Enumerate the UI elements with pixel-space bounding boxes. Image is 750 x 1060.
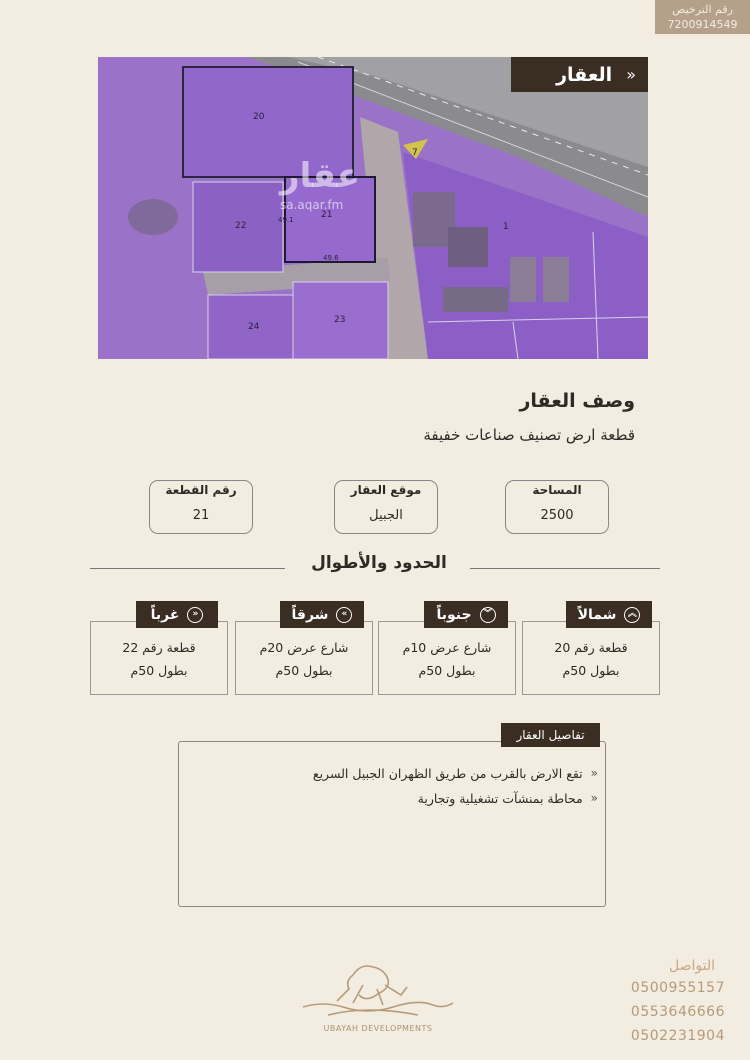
divider	[470, 568, 660, 569]
area-box	[505, 480, 609, 534]
area-value: 2500	[540, 508, 574, 523]
plot-number-value: 21	[192, 508, 210, 523]
map-plot-label: 1	[503, 222, 509, 232]
map-plot-label: 20	[253, 112, 265, 122]
bound-card-south	[378, 621, 516, 695]
location-label: موقع العقار	[350, 483, 422, 497]
property-header-tag	[511, 57, 648, 92]
plot-number-label: رقم القطعة	[165, 483, 237, 497]
phone-number[interactable]: 0553646666	[630, 1004, 725, 1020]
plot-number-box	[149, 480, 253, 534]
bound-north-line1: قطعة رقم 20	[554, 640, 628, 655]
bound-east-line1: شارع عرض 20م	[259, 640, 349, 655]
map-dimension-label: 49.6	[323, 254, 339, 262]
property-header-title: العقار	[556, 63, 613, 86]
bound-tag-east	[280, 601, 364, 628]
location-box	[334, 480, 438, 534]
double-chevron-left-icon: «	[590, 791, 598, 805]
double-chevron-down-icon: ︾	[480, 607, 496, 623]
double-chevron-right-icon: »	[336, 607, 352, 623]
contact-title: التواصل	[669, 958, 715, 974]
watermark-url: sa.aqar.fm	[280, 198, 344, 212]
license-number: 7200914549	[667, 18, 738, 31]
divider	[90, 568, 285, 569]
list-item	[418, 791, 598, 806]
watermark-brand: عقار	[280, 156, 361, 196]
list-item	[313, 766, 598, 781]
bound-card-north	[522, 621, 660, 695]
bound-card-east	[235, 621, 373, 695]
satellite-map	[98, 57, 648, 359]
map-plot-label: 24	[248, 322, 260, 332]
bound-west-line2: بطول 50م	[130, 663, 188, 678]
details-item-text: محاطة بمنشآت تشغيلية وتجارية	[417, 791, 583, 806]
double-chevron-right-icon: »	[626, 65, 636, 84]
details-title: تفاصيل العقار	[501, 723, 600, 747]
bounds-title: الحدود والأطوال	[311, 553, 447, 573]
phone-number[interactable]: 0502231904	[630, 1028, 725, 1044]
bound-south-line2: بطول 50م	[418, 663, 476, 678]
map-plot-label: 23	[334, 315, 346, 325]
license-badge	[655, 0, 750, 34]
description-text: قطعة ارض تصنيف صناعات خفيفة	[423, 426, 635, 444]
bound-east-label: شرقاً	[291, 606, 329, 623]
bound-north-label: شمالاً	[577, 606, 617, 623]
bound-east-line2: بطول 50م	[275, 663, 333, 678]
double-chevron-up-icon: ︽	[624, 607, 640, 623]
double-chevron-left-icon: «	[590, 766, 598, 780]
bound-west-line1: قطعة رقم 22	[122, 640, 196, 655]
license-label: رقم الترخيص	[672, 3, 733, 16]
map-plot-label: 22	[235, 221, 247, 231]
map-plot-label: 7	[412, 148, 418, 158]
bound-north-line2: بطول 50م	[562, 663, 620, 678]
bound-tag-north	[566, 601, 652, 628]
bound-tag-south	[424, 601, 508, 628]
double-chevron-left-icon: «	[187, 607, 203, 623]
map-plot-label: 21	[321, 210, 333, 220]
bound-card-west	[90, 621, 228, 695]
location-value: الجبيل	[369, 508, 403, 523]
bound-south-label: جنوباً	[436, 606, 472, 623]
phone-number[interactable]: 0500955157	[630, 980, 725, 996]
company-name: UBAYAH DEVELOPMENTS	[323, 1024, 433, 1033]
bound-south-line1: شارع عرض 10م	[402, 640, 492, 655]
description-title: وصف العقار	[519, 390, 635, 412]
bound-west-label: غرباً	[150, 606, 180, 623]
area-label: المساحة	[532, 483, 582, 497]
map-dimension-label: 49.1	[278, 216, 294, 224]
bound-tag-west	[136, 601, 218, 628]
details-item-text: تقع الارض بالقرب من طريق الظهران الجبيل السريع	[312, 766, 583, 781]
